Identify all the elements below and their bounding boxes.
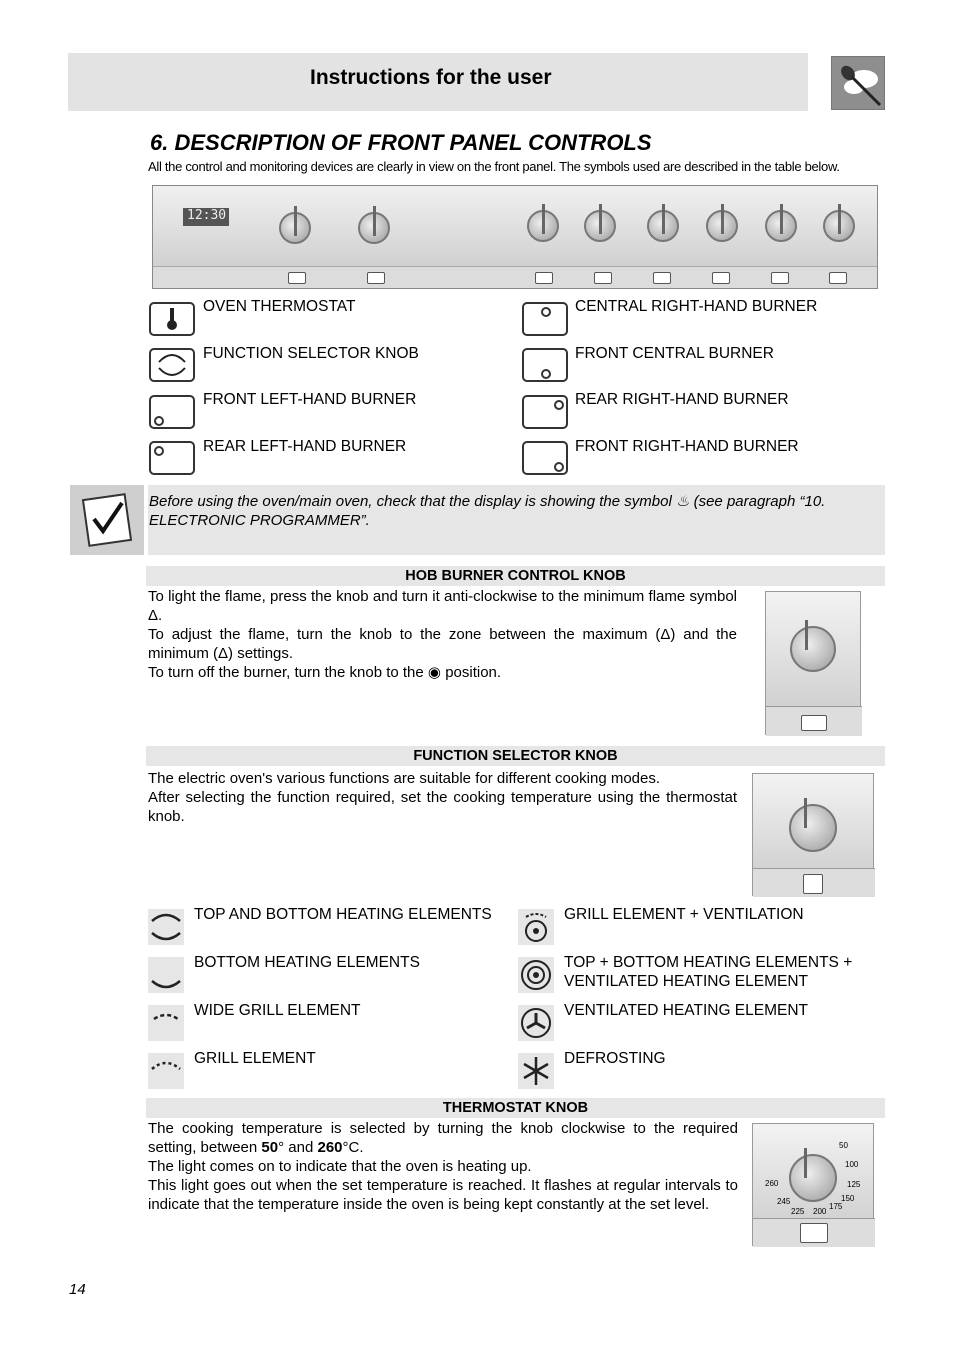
thermometer-icon <box>149 302 195 336</box>
front-central-burner-icon <box>522 348 568 382</box>
programmer-display: 12:30 <box>183 208 229 226</box>
burner-dot-icon <box>541 369 551 379</box>
function-item-right-4: DEFROSTING <box>564 1050 666 1067</box>
thermostat-p2: The light comes on to indicate that the oven is heating up. <box>148 1158 532 1175</box>
dial-label-50: 50 <box>839 1141 848 1150</box>
knob-label-strip <box>753 1218 875 1247</box>
dial-label-260: 260 <box>765 1179 779 1188</box>
function-item-right-3: VENTILATED HEATING ELEMENT <box>564 1002 809 1019</box>
front-left-burner-icon <box>149 395 195 429</box>
function-symbol-icon <box>803 874 823 894</box>
hob-knob-photo <box>765 591 861 735</box>
burner-symbol-icon <box>801 715 827 731</box>
function-selector-icon <box>149 348 195 382</box>
bottom-heating-icon <box>148 957 184 993</box>
thermostat-knob-icon <box>789 1154 837 1202</box>
function-knob <box>358 212 390 244</box>
ventilated-heating-icon <box>518 1005 554 1041</box>
function-paragraph <box>148 769 737 826</box>
function-item-left-4: GRILL ELEMENT <box>194 1050 316 1067</box>
max-temp: 260 <box>317 1139 343 1156</box>
grill-icon <box>148 1053 184 1089</box>
dial-label-200: 200 <box>813 1207 827 1216</box>
hob-p3b: position. <box>445 664 502 681</box>
dial-label-100: 100 <box>845 1160 859 1169</box>
dial-label-175: 175 <box>829 1202 843 1211</box>
hob-paragraph: To light the flame, press the knob and turn it anti-clockwise to the minimum flame symbol Δ. To adjust the flame, turn the knob to the zone between the maximum (Δ) and the minimum (Δ) settings. To turn off the burner, turn the knob to the ◉ position. <box>148 588 737 681</box>
dial-label-245: 245 <box>777 1197 791 1206</box>
rear-right-burner-icon <box>771 272 789 284</box>
rear-left-burner-icon <box>594 272 612 284</box>
chef-logo-icon <box>831 56 885 110</box>
thermometer-symbol-icon <box>800 1223 828 1243</box>
function-item-left-2: BOTTOM HEATING ELEMENTS <box>194 954 420 971</box>
hob-section-title: HOB BURNER CONTROL KNOB <box>146 566 885 586</box>
note-text <box>149 492 884 530</box>
burner-knob-6 <box>823 210 855 242</box>
section-intro: All the control and monitoring devices are clearly in view on the front panel. The symbols used are described in the table below. <box>148 159 840 174</box>
front-left-burner-icon <box>535 272 553 284</box>
knob-label-strip <box>766 706 862 736</box>
burner-dot-icon <box>554 400 564 410</box>
central-right-burner-icon <box>522 302 568 336</box>
large-flame-icon: Δ <box>660 626 671 643</box>
rear-right-burner-icon <box>522 395 568 429</box>
legend-right-2: FRONT CENTRAL BURNER <box>575 345 774 362</box>
and-text: ° and <box>278 1139 314 1156</box>
unit-text: °C. <box>342 1139 364 1156</box>
burner-knob-3 <box>647 210 679 242</box>
function-item-right-1: GRILL ELEMENT + VENTILATION <box>564 906 804 923</box>
hob-p2b: ) and the minimum ( <box>148 626 737 662</box>
top-bottom-heating-icon <box>148 909 184 945</box>
section-title: 6. DESCRIPTION OF FRONT PANEL CONTROLS <box>150 130 652 155</box>
thermostat-section-title: THERMOSTAT KNOB <box>146 1098 885 1118</box>
legend-left-4: REAR LEFT-HAND BURNER <box>203 438 407 455</box>
thermostat-p1: The cooking temperature is selected by turning the knob clockwise to the required setting, between <box>148 1120 738 1156</box>
oven-symbol-icon: ♨ <box>675 493 690 510</box>
function-icon <box>367 272 385 284</box>
function-knob-icon <box>789 804 837 852</box>
burner-dot-icon <box>541 307 551 317</box>
panel-symbol-strip <box>153 266 877 288</box>
burner-dot-icon <box>154 416 164 426</box>
defrost-snowflake-icon <box>518 1053 554 1089</box>
top-bottom-ventilated-icon <box>518 957 554 993</box>
function-section-title: FUNCTION SELECTOR KNOB <box>146 746 885 766</box>
note-text-a: Before using the oven/main oven, check that the display is showing the symbol <box>149 493 672 510</box>
legend-right-4: FRONT RIGHT-HAND BURNER <box>575 438 799 455</box>
thermostat-p3: This light goes out when the set temperature is reached. It flashes at regular intervals to indicate that the temperature inside the oven is being kept constantly at the set level. <box>148 1177 738 1213</box>
burner-dot-icon <box>554 462 564 472</box>
hob-p2a: To adjust the flame, turn the knob to the zone between the maximum ( <box>148 626 661 643</box>
wide-grill-icon <box>148 1005 184 1041</box>
off-position-icon: ◉ <box>427 664 442 681</box>
min-temp: 50 <box>261 1139 279 1156</box>
rear-left-burner-icon <box>149 441 195 475</box>
hob-p1: To light the flame, press the knob and turn it anti-clockwise to the minimum flame symbol <box>148 588 737 605</box>
page-number: 14 <box>69 1281 86 1298</box>
burner-dot-icon <box>154 446 164 456</box>
legend-right-3: REAR RIGHT-HAND BURNER <box>575 391 789 408</box>
dial-label-150: 150 <box>841 1194 855 1203</box>
function-p2: After selecting the function required, set the cooking temperature using the thermostat knob. <box>148 789 737 825</box>
legend-left-1: OVEN THERMOSTAT <box>203 298 356 315</box>
burner-knob-1 <box>527 210 559 242</box>
front-central-burner-icon <box>712 272 730 284</box>
burner-knob-5 <box>765 210 797 242</box>
function-p1: The electric oven's various functions are suitable for different cooking modes. <box>148 770 661 787</box>
legend-left-3: FRONT LEFT-HAND BURNER <box>203 391 417 408</box>
thermostat-knob <box>279 212 311 244</box>
small-flame-icon: Δ <box>148 607 159 624</box>
function-item-left-3: WIDE GRILL ELEMENT <box>194 1002 361 1019</box>
function-item-left-1: TOP AND BOTTOM HEATING ELEMENTS <box>194 906 492 923</box>
thermometer-icon <box>288 272 306 284</box>
hob-p2c: ) settings. <box>228 645 294 662</box>
central-right-burner-icon <box>653 272 671 284</box>
thermostat-knob-photo <box>752 1123 874 1246</box>
thermostat-paragraph <box>148 1119 738 1214</box>
burner-knob-4 <box>706 210 738 242</box>
front-right-burner-icon <box>829 272 847 284</box>
legend-right-1: CENTRAL RIGHT-HAND BURNER <box>575 298 818 315</box>
knob-label-strip <box>753 868 875 897</box>
grill-ventilation-icon <box>518 909 554 945</box>
burner-knob-2 <box>584 210 616 242</box>
legend-left-2: FUNCTION SELECTOR KNOB <box>203 345 419 362</box>
notepad-check-icon <box>70 485 144 555</box>
note-text-b: (see paragraph “10. ELECTRONIC PROGRAMMER”. <box>149 493 826 529</box>
small-flame-icon: Δ <box>218 645 229 662</box>
dial-label-225: 225 <box>791 1207 805 1216</box>
front-right-burner-icon <box>522 441 568 475</box>
dial-label-125: 125 <box>847 1180 861 1189</box>
hob-p3a: To turn off the burner, turn the knob to the <box>148 664 424 681</box>
page-header-title: Instructions for the user <box>310 66 552 89</box>
burner-knob-icon <box>790 626 836 672</box>
function-knob-photo <box>752 773 874 896</box>
function-item-right-2: TOP + BOTTOM HEATING ELEMENTS + VENTILATED HEATING ELEMENT <box>564 954 853 990</box>
